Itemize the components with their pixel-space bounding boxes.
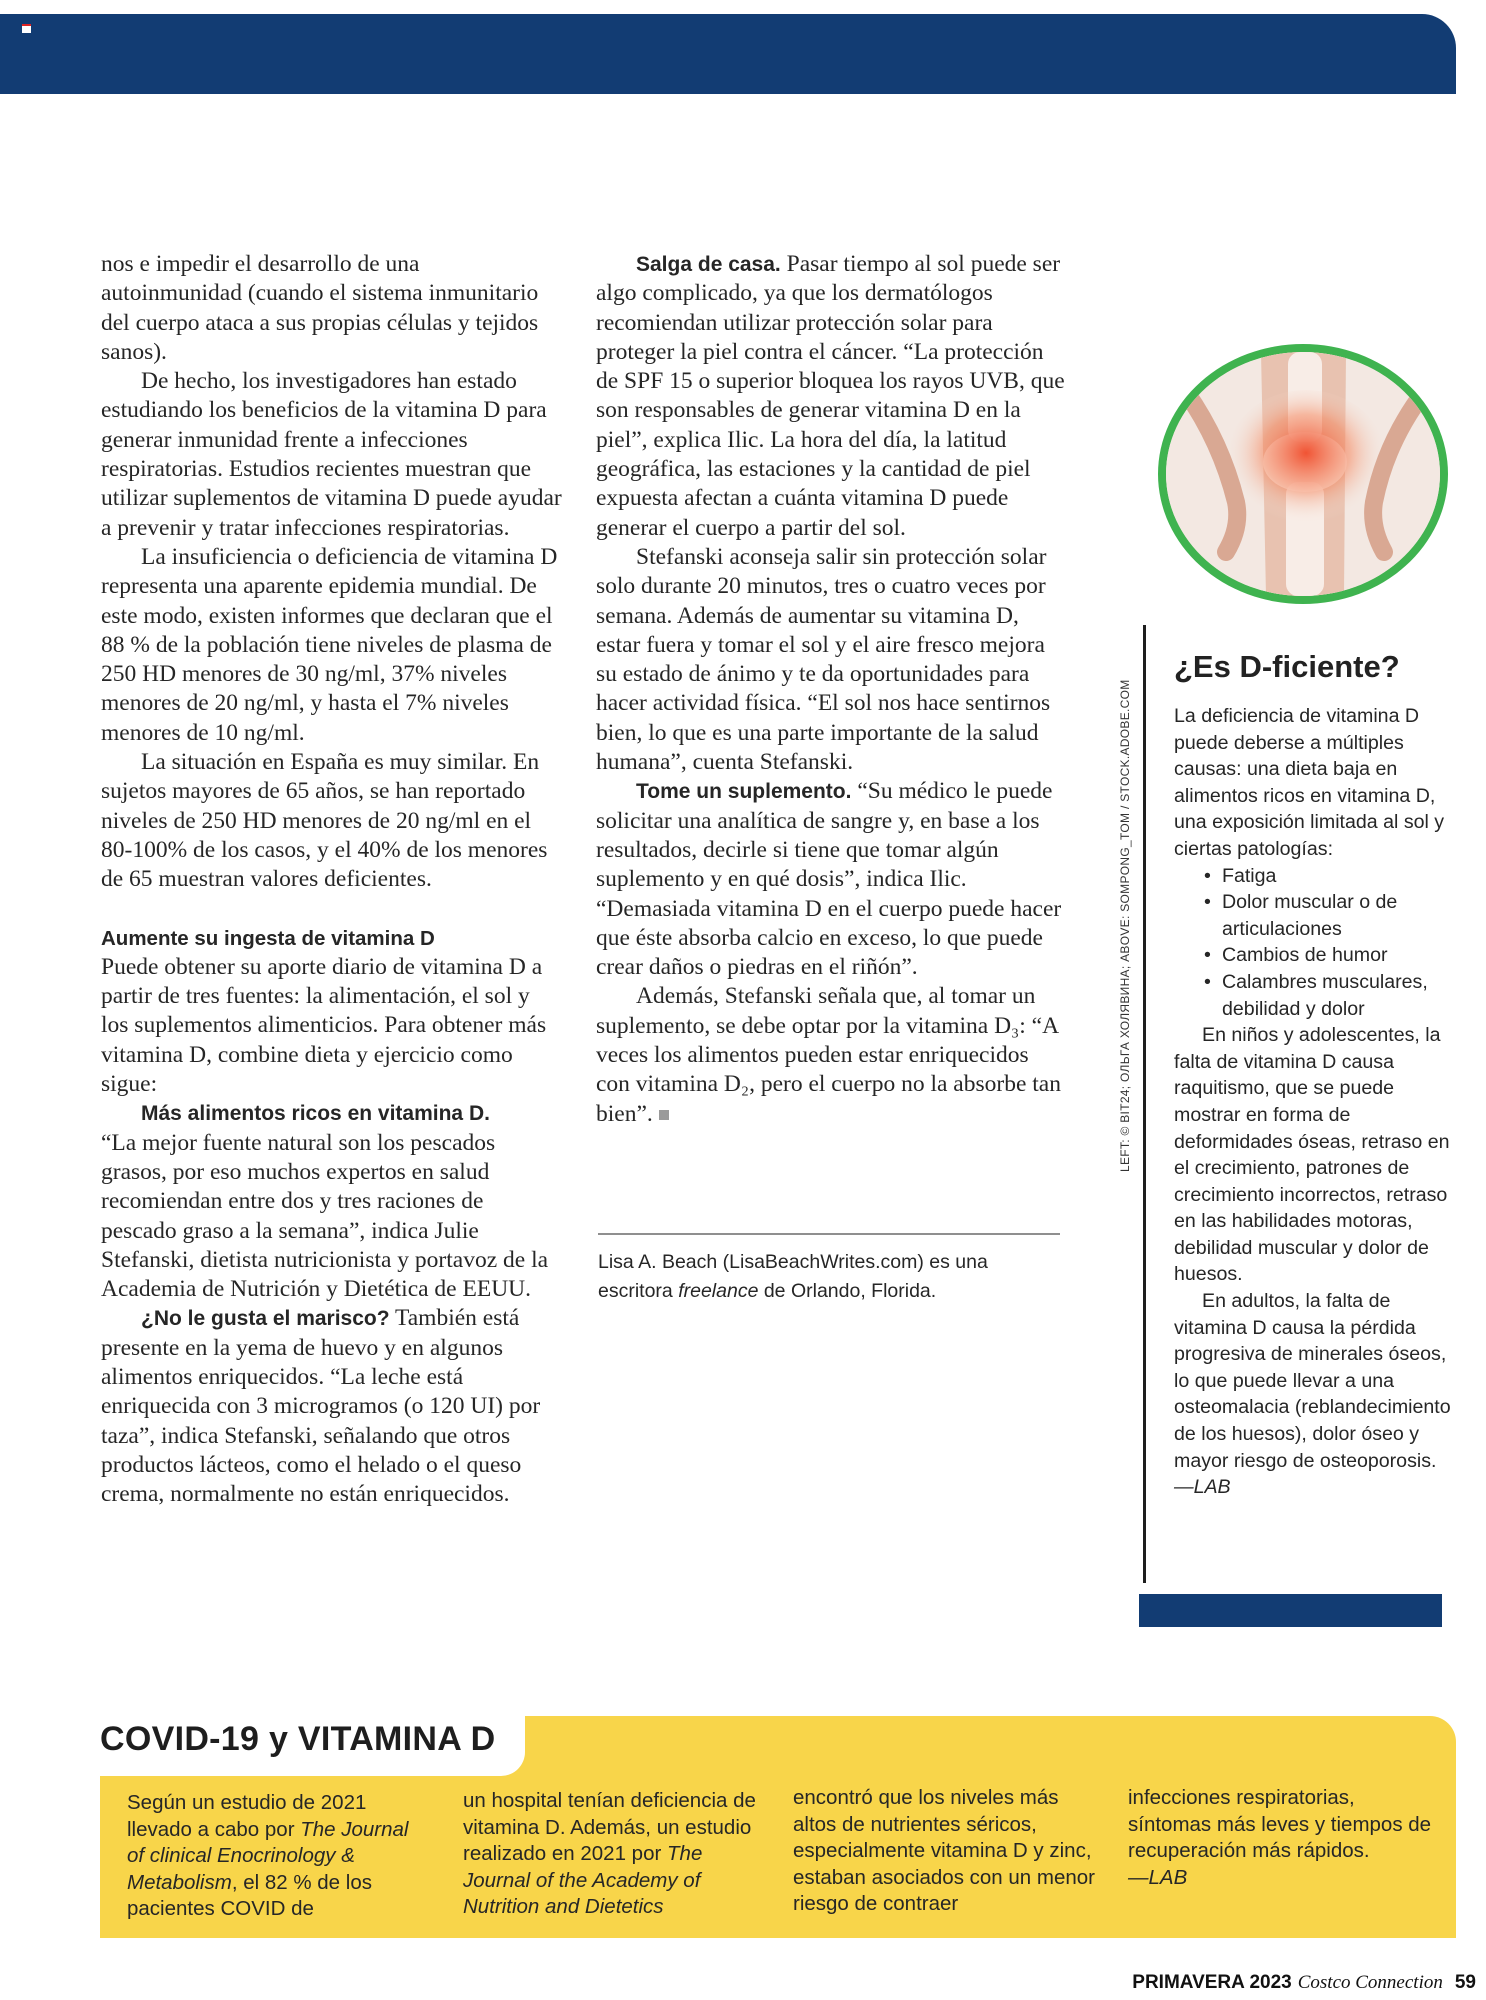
list-item: • Cambios de humor bbox=[1204, 942, 1454, 969]
page-footer bbox=[1132, 1972, 1476, 1994]
bio-text: Lisa A. Beach (LisaBeachWrites.com) es una escritora bbox=[598, 1251, 988, 1302]
signature: —LAB bbox=[1174, 1476, 1231, 1499]
paragraph: Puede obtener su aporte diario de vitamina D a partir de tres fuentes: la alimentación, el sol y los suplementos alimenticios. Para obtener más vitamina D, combine dieta y ejercicio como sigue: bbox=[101, 953, 547, 1098]
list-item: • Dolor muscular o de articulaciones bbox=[1204, 889, 1454, 942]
signature: —LAB bbox=[1128, 1865, 1188, 1889]
article-column-1 bbox=[101, 250, 563, 1509]
sidebar-paragraph bbox=[1174, 1288, 1454, 1501]
list-item: • Fatiga bbox=[1204, 863, 1454, 890]
paragraph bbox=[596, 250, 1066, 543]
paragraph: Stefanski aconseja salir sin protección solar solo durante 20 minutos, tres o cuatro veces por semana. Además de aumentar su vitamina D, estar fuera y tomar el sol y el aire fresco mejora su estado de ánimo y te da oportunidades para hacer actividad física. “El sol nos hace sentirnos bien, lo que es una parte importante de la salud humana”, cuenta Stefanski. bbox=[596, 543, 1051, 776]
sidebar-text: En adultos, la falta de vitamina D causa la pérdida progresiva de minerales óseos, lo que puede llevar a una osteomalacia (reblandecimiento de los huesos), dolor óseo y mayor riesgo de osteoporosis. bbox=[1174, 1290, 1451, 1472]
magazine-name: Costco Connection bbox=[1297, 1972, 1443, 1993]
covid-column-1 bbox=[127, 1790, 427, 1923]
paragraph bbox=[596, 777, 1066, 982]
photo-credit: LEFT: © BIT24; ОЛЬГА ХОЛЯВИНА; ABOVE: SOMPONG_TOM / STOCK.ADOBE.COM bbox=[1118, 679, 1132, 1172]
run-in-heading: Más alimentos ricos en vitamina D. bbox=[141, 1102, 490, 1126]
covid-column-2 bbox=[463, 1788, 773, 1921]
list-item: • Calambres musculares, debilidad y dolor bbox=[1204, 969, 1454, 1022]
paragraph-text: Además, Stefanski señala que, al tomar un suplemento, se debe optar por la vitamina D₃: “A veces los alimentos pueden estar enriquecidos con vitamina D₂, pero el cuerpo no la absorbe tan bien”. bbox=[596, 983, 1061, 1127]
paragraph: nos e impedir el desarrollo de una autoinmunidad (cuando el sistema inmunitario del cuerpo ataca a sus propias células y tejidos sanos). bbox=[101, 251, 539, 365]
sidebar-paragraph: En niños y adolescentes, la falta de vitamina D causa raquitismo, que se puede mostrar en forma de deformidades óseas, retraso en el crecimiento, patrones de crecimiento incorrectos, retraso en las habilidades motoras, debilidad muscular y dolor de huesos. bbox=[1174, 1024, 1450, 1286]
end-mark-icon bbox=[659, 1110, 669, 1120]
issue-label: PRIMAVERA 2023 bbox=[1132, 1972, 1292, 1993]
paragraph bbox=[101, 1304, 563, 1509]
sidebar bbox=[1143, 625, 1451, 1583]
paragraph: De hecho, los investigadores han estado estudiando los beneficios de la vitamina D para generar inmunidad frente a infecciones respiratorias. Estudios recientes muestran que utilizar suplementos de vitamina D puede ayudar a prevenir y tratar infecciones respiratorias. bbox=[101, 368, 562, 541]
covid-text: , el 82 % de los pacientes COVID de bbox=[127, 1870, 372, 1921]
section-heading: Aumente su ingesta de vitamina D bbox=[101, 926, 435, 950]
paragraph: La insuficiencia o deficiencia de vitamina D representa una aparente epidemia mundial. De este modo, existen informes que declaran que el 88 % de la población tiene niveles de plasma de 250 HD menores de 30 ng/ml, 37% niveles menores de 20 ng/ml, y hasta el 7% niveles menores de 10 ng/ml. bbox=[101, 543, 558, 746]
article-column-2 bbox=[596, 250, 1066, 1129]
paragraph bbox=[101, 1099, 563, 1304]
sidebar-title: ¿Es D-ficiente? bbox=[1174, 649, 1400, 684]
covid-text: Según un estudio de 2021 llevado a cabo por bbox=[127, 1791, 367, 1841]
covid-column-3: encontró que los niveles más altos de nutrientes séricos, especialmente vitamina D y zinc, estaban asociados con un menor riesgo de contraer bbox=[793, 1786, 1096, 1916]
flag-icon bbox=[22, 24, 31, 33]
sidebar-paragraph: La deficiencia de vitamina D puede deberse a múltiples causas: una dieta baja en alimentos ricos en vitamina D, una exposición limitada al sol y ciertas patologías: bbox=[1174, 705, 1445, 860]
author-bio bbox=[598, 1248, 1068, 1306]
covid-text: infecciones respiratorias, síntomas más leves y tiempos de recuperación más rápidos. bbox=[1128, 1786, 1432, 1863]
knee-photo bbox=[1158, 344, 1448, 604]
journal-name: The Journal of clinical Enocrinology & Metabolism bbox=[127, 1817, 409, 1894]
journal-name: The Journal of the Academy of Nutrition and Dietetics bbox=[463, 1842, 703, 1919]
page-number: 59 bbox=[1454, 1972, 1476, 1993]
paragraph bbox=[596, 982, 1066, 1128]
paragraph-text: Pasar tiempo al sol puede ser algo complicado, ya que los dermatólogos recomiendan utilizar protección solar para proteger la piel contra el cáncer. “La protección de SPF 15 o superior bloquea los rayos UVB, que son responsables de generar vitamina D en la piel”, explica Ilic. La hora del día, la latitud geográfica, las estaciones y la cantidad de piel expuesta afectan a cuánta vitamina D puede generar el cuerpo a partir del sol. bbox=[596, 251, 1065, 541]
top-banner bbox=[0, 14, 1456, 94]
divider bbox=[598, 1233, 1060, 1235]
sidebar-bottom-bar bbox=[1139, 1594, 1442, 1627]
run-in-heading: Salga de casa. bbox=[636, 253, 781, 276]
paragraph: La situación en España es muy similar. En sujetos mayores de 65 años, se han reportado niveles de 250 HD menores de 20 ng/ml en el 80-100% de los casos, y el 40% de los menores de 65 muestran valores deficientes. bbox=[101, 749, 548, 893]
run-in-heading: Tome un suplemento. bbox=[636, 780, 852, 804]
covid-title: COVID-19 y VITAMINA D bbox=[100, 1720, 496, 1758]
covid-text: un hospital tenían deficiencia de vitamina D. Además, un estudio realizado en 2021 por bbox=[463, 1789, 756, 1866]
paragraph-text: También está presente en la yema de huevo y en algunos alimentos enriquecidos. “La leche está enriquecida con 3 microgramos (o 120 UI) por taza”, indica Stefanski, señalando que otros productos lácteos, como el helado o el queso crema, normalmente no están enriquecidos. bbox=[101, 1305, 541, 1508]
knee-illustration bbox=[1166, 352, 1440, 596]
paragraph-text: “Su médico le puede solicitar una analítica de sangre y, en base a los resultados, decirle si tiene que tomar algún suplemento y en qué dosis”, indica Ilic. “Demasiada vitamina D en el cuerpo puede hacer que éste absorba calcio en exceso, lo que puede crear daños o piedras en el riñón”. bbox=[596, 778, 1062, 981]
bio-italic: freelance bbox=[678, 1280, 759, 1302]
run-in-heading: ¿No le gusta el marisco? bbox=[141, 1307, 390, 1331]
symptom-list bbox=[1174, 863, 1454, 1023]
sidebar-body bbox=[1174, 703, 1454, 1501]
paragraph-text: “La mejor fuente natural son los pescados grasos, por eso muchos expertos en salud recomiendan entre dos y tres raciones de pescado graso a la semana”, indica Julie Stefanski, dietista nutricionista y portavoz de la Academia de Nutrición y Dietética de EEUU. bbox=[101, 1129, 549, 1303]
covid-column-4 bbox=[1128, 1785, 1443, 1891]
bio-text: de Orlando, Florida. bbox=[758, 1280, 937, 1302]
